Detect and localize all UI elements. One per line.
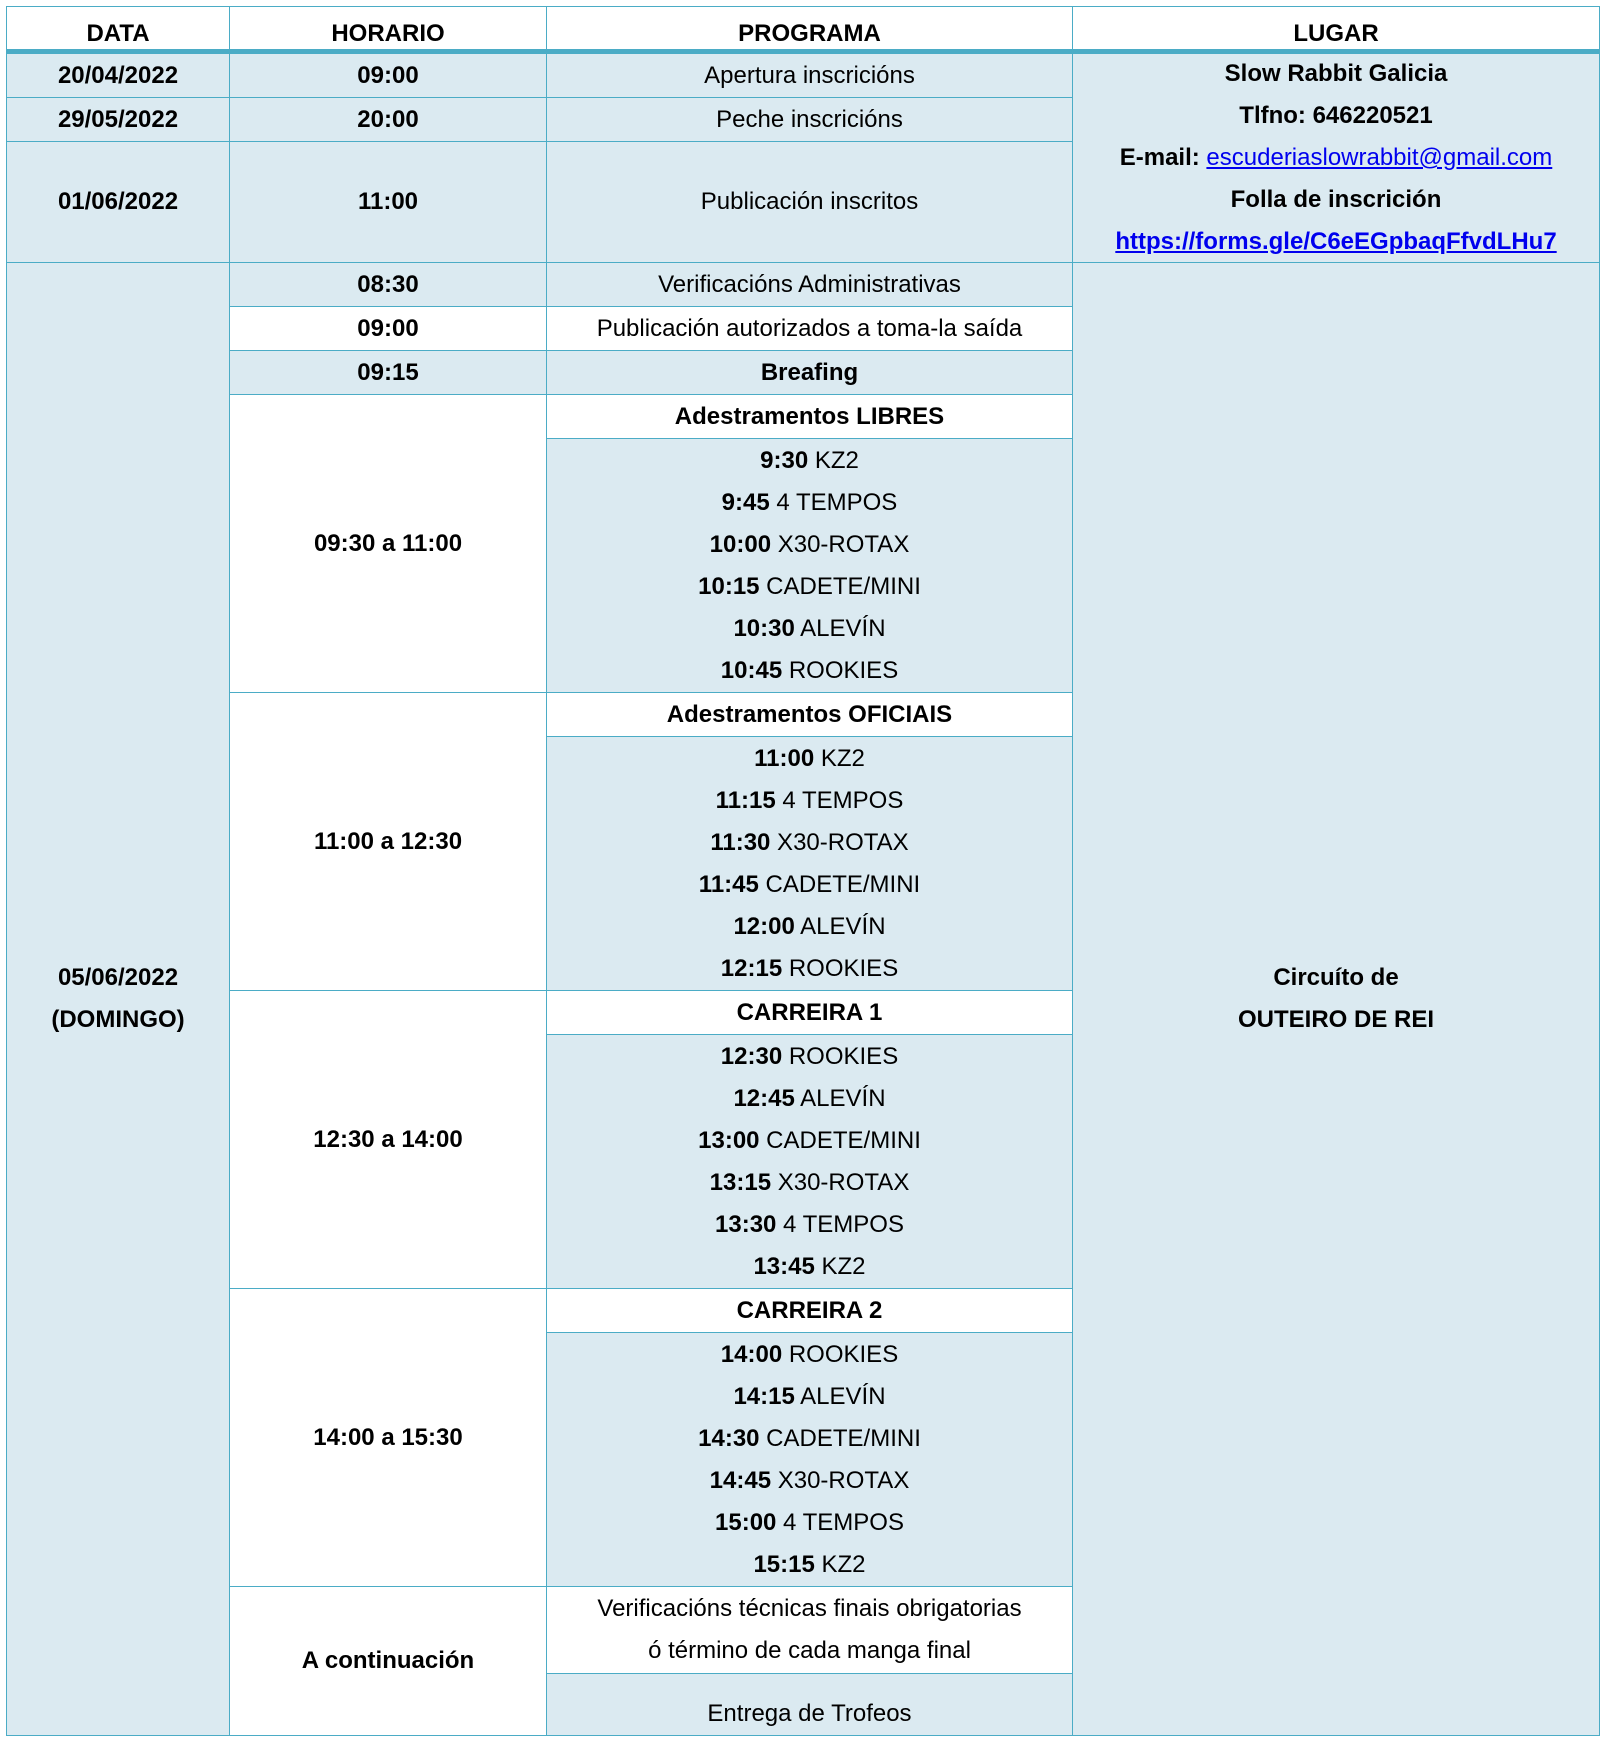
- session-entry: 15:00 4 TEMPOS: [715, 1508, 904, 1536]
- final-time: A continuación: [229, 1586, 547, 1736]
- session-title: CARREIRA 1: [546, 990, 1073, 1035]
- session-entry: 9:30 KZ2: [760, 446, 859, 474]
- session-entry: 14:30 CADETE/MINI: [698, 1424, 921, 1452]
- row-date: 01/06/2022: [6, 141, 230, 263]
- organizer-name: Slow Rabbit Galicia: [1224, 60, 1448, 87]
- organizer-email-line: [1120, 137, 1553, 179]
- row-program: Peche inscricións: [546, 97, 1073, 142]
- session-entry: 11:30 X30-ROTAX: [710, 828, 909, 856]
- session-entry: 12:45 ALEVÍN: [733, 1084, 886, 1112]
- organizer-info: [1072, 53, 1600, 263]
- race-day-place: Circuíto de OUTEIRO DE REI: [1072, 262, 1600, 1736]
- session-entries: [546, 736, 1073, 991]
- race-day-date: 05/06/2022 (DOMINGO): [6, 262, 230, 1736]
- item-program: Publicación autorizados a toma-la saída: [546, 306, 1073, 351]
- session-entry: 11:45 CADETE/MINI: [698, 870, 921, 898]
- item-program: Breafing: [546, 350, 1073, 395]
- session-title: Adestramentos LIBRES: [546, 394, 1073, 439]
- session-entry: 13:00 CADETE/MINI: [698, 1126, 921, 1154]
- final-trophies: Entrega de Trofeos: [546, 1673, 1073, 1736]
- session-title: Adestramentos OFICIAIS: [546, 692, 1073, 737]
- session-entry: 9:45 4 TEMPOS: [721, 488, 898, 516]
- session-entry: 15:15 KZ2: [753, 1550, 866, 1578]
- session-entry: 10:00 X30-ROTAX: [709, 530, 910, 558]
- form-label: Folla de inscrición: [1230, 186, 1442, 213]
- schedule-table: [6, 6, 1600, 1736]
- item-program: Verificacións Administrativas: [546, 262, 1073, 307]
- item-time: 09:00: [229, 306, 547, 351]
- session-range: 14:00 a 15:30: [229, 1288, 547, 1587]
- session-entries: [546, 438, 1073, 693]
- session-entry: 14:45 X30-ROTAX: [709, 1466, 910, 1494]
- item-time: 08:30: [229, 262, 547, 307]
- email-link[interactable]: escuderiaslowrabbit@gmail.com: [1206, 144, 1553, 171]
- session-entry: 12:30 ROOKIES: [720, 1042, 899, 1070]
- session-entries: [546, 1332, 1073, 1587]
- session-entry: 10:45 ROOKIES: [720, 656, 899, 684]
- row-date: 20/04/2022: [6, 53, 230, 98]
- row-program: Publicación inscritos: [546, 141, 1073, 263]
- organizer-phone: Tlfno: 646220521: [1239, 102, 1433, 129]
- row-program: Apertura inscricións: [546, 53, 1073, 98]
- session-title: CARREIRA 2: [546, 1288, 1073, 1333]
- session-entry: 10:30 ALEVÍN: [733, 614, 886, 642]
- session-entry: 13:30 4 TEMPOS: [715, 1210, 904, 1238]
- header-programa: PROGRAMA: [546, 6, 1073, 50]
- session-entries: [546, 1034, 1073, 1289]
- form-link[interactable]: https://forms.gle/C6eEGpbaqFfvdLHu7: [1115, 228, 1557, 255]
- row-time: 20:00: [229, 97, 547, 142]
- session-entry: 11:15 4 TEMPOS: [715, 786, 904, 814]
- row-time: 11:00: [229, 141, 547, 263]
- row-date: 29/05/2022: [6, 97, 230, 142]
- header-lugar: LUGAR: [1072, 6, 1600, 50]
- final-verifications: Verificacións técnicas finais obrigatorias ó término de cada manga final: [546, 1586, 1073, 1674]
- session-entry: 13:15 X30-ROTAX: [709, 1168, 910, 1196]
- session-entry: 14:15 ALEVÍN: [733, 1382, 886, 1410]
- session-entry: 14:00 ROOKIES: [720, 1340, 899, 1368]
- row-time: 09:00: [229, 53, 547, 98]
- session-entry: 11:00 KZ2: [754, 744, 865, 772]
- email-label: E-mail:: [1119, 144, 1200, 171]
- header-horario: HORARIO: [229, 6, 547, 50]
- session-entry: 13:45 KZ2: [753, 1252, 866, 1280]
- session-entry: 12:00 ALEVÍN: [733, 912, 886, 940]
- form-link-line: [1115, 221, 1556, 263]
- session-range: 09:30 a 11:00: [229, 394, 547, 693]
- session-range: 11:00 a 12:30: [229, 692, 547, 991]
- header-data: DATA: [6, 6, 230, 50]
- session-entry: 12:15 ROOKIES: [720, 954, 899, 982]
- session-range: 12:30 a 14:00: [229, 990, 547, 1289]
- item-time: 09:15: [229, 350, 547, 395]
- session-entry: 10:15 CADETE/MINI: [698, 572, 921, 600]
